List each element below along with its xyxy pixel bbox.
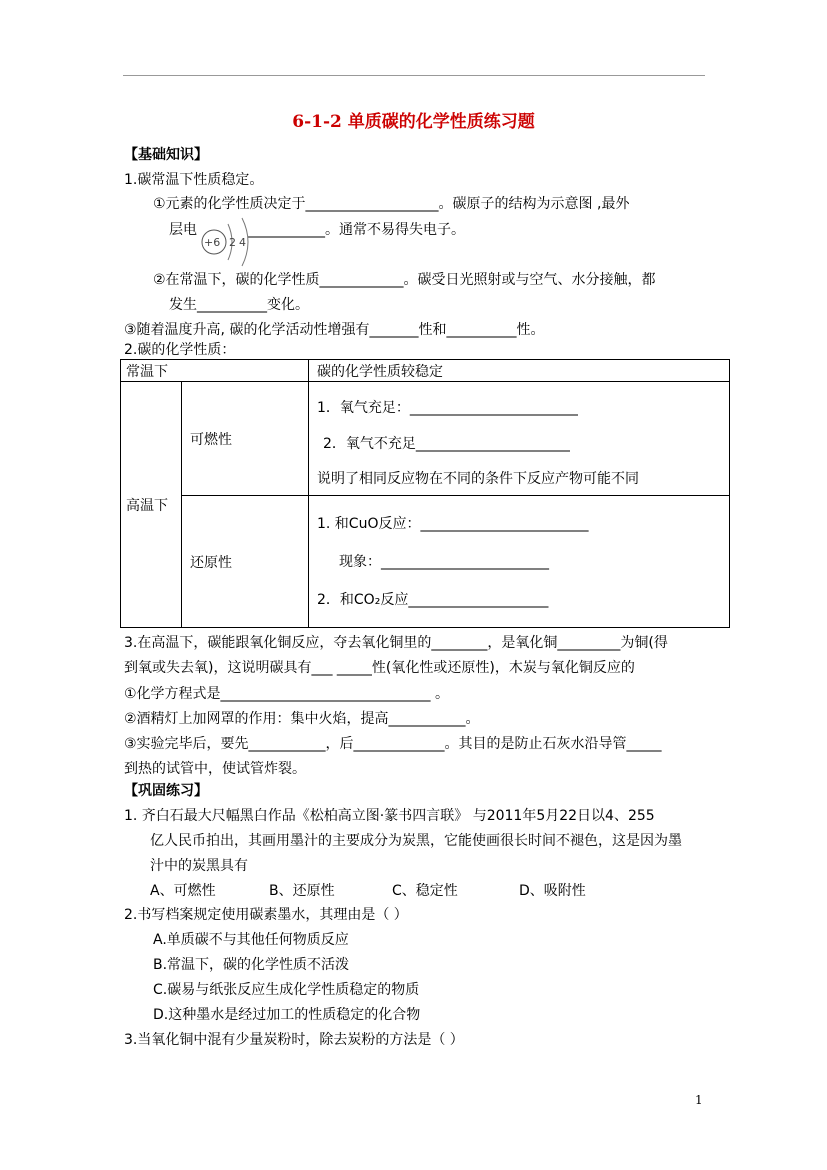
p1-option-b: B、还原性 xyxy=(269,883,335,899)
p2-option-a: A.单质碳不与其他任何物质反应 xyxy=(153,932,349,948)
table-cell-flammable-detail xyxy=(309,382,730,496)
section-practice: 【巩固练习】 xyxy=(124,783,208,799)
p1-line-c: 汁中的炭黑具有 xyxy=(150,858,248,874)
p3-question: 3.当氧化铜中混有少量炭粉时，除去炭粉的方法是（ ） xyxy=(124,1032,464,1048)
reducing-line3: 2．和CO₂反应____________________ xyxy=(317,592,549,608)
atom-shell1-label: 2 xyxy=(229,236,236,249)
page-number: 1 xyxy=(695,1093,703,1107)
table-cell-stable: 碳的化学性质较稳定 xyxy=(309,360,730,382)
table-cell-high-temp: 高温下 xyxy=(121,382,182,628)
p2-option-b: B.常温下，碳的化学性质不活泼 xyxy=(153,957,350,973)
q3-line3: ①化学方程式是______________________________ 。 xyxy=(124,686,450,702)
q1-line2b: 发生__________变化。 xyxy=(169,297,309,313)
q3-line6: 到热的试管中，使试管炸裂。 xyxy=(124,761,306,777)
p1-line-b: 亿人民币拍出，其画用墨汁的主要成分为炭黑，它能使画很长时间不褪色，这是因为墨 xyxy=(150,833,682,849)
atom-shell2-label: 4 xyxy=(239,236,246,249)
flammable-line3: 说明了相同反应物在不同的条件下反应产物可能不同 xyxy=(317,471,639,487)
table-cell-flammable: 可燃性 xyxy=(182,382,309,496)
header-rule xyxy=(123,75,705,76)
p2-option-d: D.这种墨水是经过加工的性质稳定的化合物 xyxy=(153,1007,421,1023)
reducing-line1: 1. 和CuO反应：________________________ xyxy=(317,516,589,532)
p1-option-a: A、可燃性 xyxy=(150,883,216,899)
p1-option-d: D、吸附性 xyxy=(519,883,586,899)
reducing-line2: 现象：________________________ xyxy=(339,554,549,570)
q1-line1c: ___________。通常不易得失电子。 xyxy=(248,222,465,238)
q3-line5: ③实验完毕后，要先___________，后_____________。其目的是防止石灰水沿导管_____ xyxy=(124,736,662,752)
table-cell-room-temp: 常温下 xyxy=(121,360,309,382)
q3-line1: 3.在高温下，碳能跟氧化铜反应，夺去氧化铜里的________，是氧化铜_________为铜(得 xyxy=(124,635,668,651)
q1-line3: ③随着温度升高, 碳的化学活动性增强有_______性和__________性。 xyxy=(124,322,545,338)
flammable-line2: 2．氧气不充足______________________ xyxy=(323,436,570,452)
page-title: 6-1-2 单质碳的化学性质练习题 xyxy=(292,112,535,132)
table-cell-reducing: 还原性 xyxy=(182,496,309,628)
q1-line1a: ①元素的化学性质决定于___________________。碳原子的结构为示意图 ,最外 xyxy=(153,196,630,212)
chemical-properties-table xyxy=(120,359,730,628)
atom-nucleus-label: +6 xyxy=(204,236,221,249)
q1-line2a: ②在常温下，碳的化学性质____________。碳受日光照射或与空气、水分接触，都 xyxy=(153,272,656,288)
q3-line2: 到氧或失去氧)，这说明碳具有___ _____性(氧化性或还原性)，木炭与氧化铜反应的 xyxy=(124,660,635,676)
p2-option-c: C.碳易与纸张反应生成化学性质稳定的物质 xyxy=(153,982,420,998)
p1-option-c: C、稳定性 xyxy=(392,883,458,899)
q3-line4: ②酒精灯上加网罩的作用：集中火焰，提高___________。 xyxy=(124,711,480,727)
table-cell-reducing-detail xyxy=(309,496,730,628)
section-basic: 【基础知识】 xyxy=(124,147,208,163)
p2-question: 2.书写档案规定使用碳素墨水，其理由是（ ） xyxy=(124,907,408,923)
flammable-line1: 1．氧气充足：________________________ xyxy=(317,400,578,416)
q1-line1b: 层电 xyxy=(169,222,197,238)
q2-heading: 2.碳的化学性质： xyxy=(124,342,236,358)
q1-heading: 1.碳常温下性质稳定。 xyxy=(124,172,264,188)
carbon-atom-diagram xyxy=(198,214,260,270)
p1-line-a: 1. 齐白石最大尺幅黑白作品《松柏高立图·篆书四言联》 与2011年5月22日以4、255 xyxy=(124,808,655,824)
